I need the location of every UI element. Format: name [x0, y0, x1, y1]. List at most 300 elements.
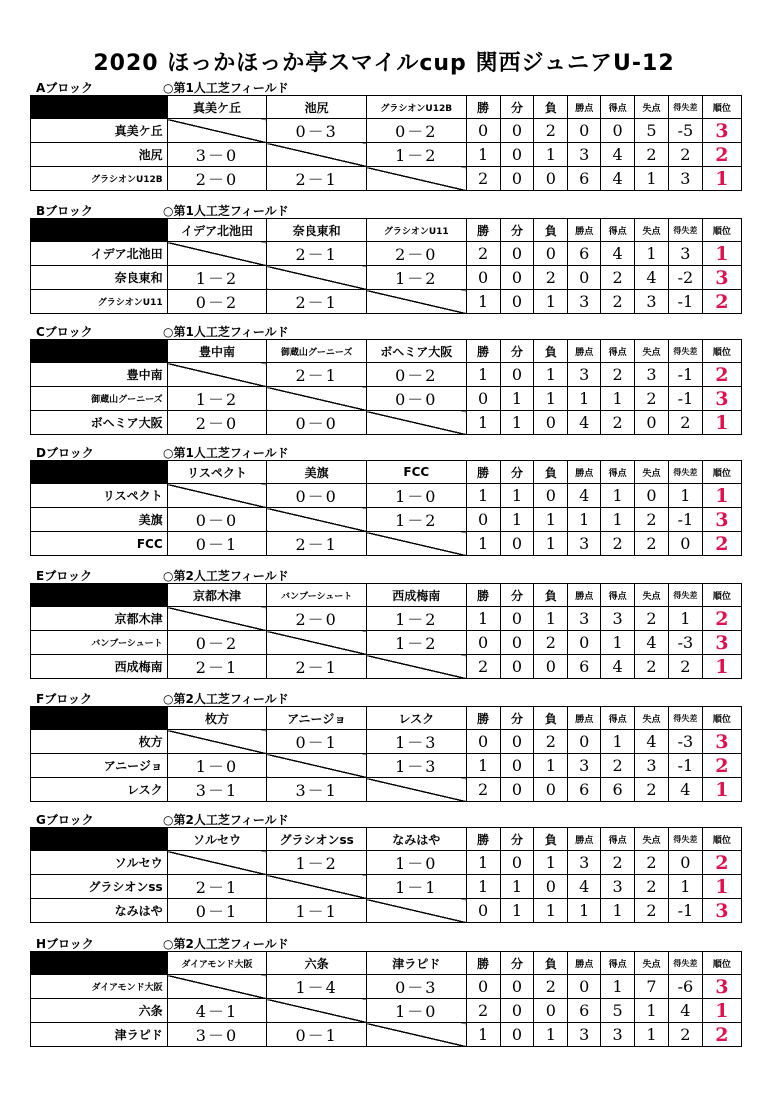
match-score: 1－2 [366, 266, 466, 290]
stat-value: 2 [466, 778, 500, 802]
stat-header: 勝 [466, 828, 500, 851]
stat-value: 3 [601, 1023, 635, 1047]
match-score: 0－0 [366, 387, 466, 411]
stat-value: 2 [466, 655, 500, 679]
match-score: 1－1 [267, 899, 367, 923]
stat-value: 3 [568, 1023, 601, 1047]
stat-value: 2 [668, 655, 702, 679]
opponent-header: グラシオンss [267, 828, 367, 851]
stat-header: 勝 [466, 219, 500, 242]
stat-value: 1 [668, 607, 702, 631]
stat-header: 勝点 [568, 340, 601, 363]
self-match-cell [167, 975, 267, 999]
rank-value: 3 [702, 508, 741, 532]
rank-value: 1 [702, 875, 741, 899]
block-field: ○第2人工芝フィールド [163, 813, 289, 827]
stat-header: 分 [500, 340, 534, 363]
opponent-header: ソルセウ [167, 828, 267, 851]
stat-value: 0 [534, 484, 568, 508]
stat-value: 0 [466, 899, 500, 923]
stat-value: 1 [500, 484, 534, 508]
block-field: ○第1人工芝フィールド [163, 204, 289, 218]
stat-header: 負 [534, 707, 568, 730]
stat-value: 1 [601, 387, 635, 411]
rank-value: 2 [702, 290, 741, 314]
rank-value: 1 [702, 411, 741, 435]
rank-value: 2 [702, 607, 741, 631]
block-3 [30, 323, 742, 435]
stat-value: 2 [635, 387, 669, 411]
stat-header: 失点 [635, 461, 669, 484]
stat-value: 1 [534, 607, 568, 631]
stat-header: 順位 [702, 461, 741, 484]
stat-value: 1 [466, 290, 500, 314]
opponent-header: 西成梅南 [366, 584, 466, 607]
match-score: 0－2 [167, 290, 267, 314]
rank-value: 1 [702, 999, 741, 1023]
opponent-header: 豊中南 [167, 340, 267, 363]
stat-value: 1 [601, 730, 635, 754]
stat-value: 3 [568, 851, 601, 875]
opponent-header: ダイアモンド大阪 [167, 952, 267, 975]
match-score: 3－0 [167, 143, 267, 167]
team-name: リスペクト [31, 484, 168, 508]
stat-header: 失点 [635, 952, 669, 975]
stat-value: 1 [601, 975, 635, 999]
self-match-cell [167, 730, 267, 754]
team-name: 美旗 [31, 508, 168, 532]
header-row [31, 828, 742, 851]
opponent-header: グラシオンU11 [366, 219, 466, 242]
match-score: 2－1 [267, 242, 367, 266]
stat-value: 2 [635, 778, 669, 802]
stat-value: 0 [500, 975, 534, 999]
table-row [31, 1023, 742, 1047]
match-score: 0－1 [267, 1023, 367, 1047]
self-match-cell [267, 631, 367, 655]
team-name: ソルセウ [31, 851, 168, 875]
stat-value: 0 [500, 655, 534, 679]
stat-value: 1 [601, 631, 635, 655]
stat-header: 勝 [466, 96, 500, 119]
match-score: 0－0 [267, 411, 367, 435]
block-6 [30, 690, 742, 802]
stat-header: 分 [500, 952, 534, 975]
stat-value: 1 [635, 167, 669, 191]
match-score: 2－1 [167, 655, 267, 679]
stat-header: 得失差 [668, 219, 702, 242]
stat-header: 勝 [466, 584, 500, 607]
stat-header: 順位 [702, 828, 741, 851]
stat-header: 勝点 [568, 461, 601, 484]
opponent-header: アニージョ [267, 707, 367, 730]
stat-value: 4 [635, 631, 669, 655]
match-score: 1－2 [167, 266, 267, 290]
stat-value: 1 [568, 899, 601, 923]
stat-header: 勝点 [568, 952, 601, 975]
stat-value: 3 [568, 143, 601, 167]
stat-header: 失点 [635, 584, 669, 607]
match-score: 1－2 [366, 143, 466, 167]
block-header [30, 690, 742, 706]
opponent-header: FCC [366, 461, 466, 484]
stat-value: 2 [635, 607, 669, 631]
stat-header: 得点 [601, 584, 635, 607]
block-name: Cブロック [36, 325, 93, 339]
rank-value: 3 [702, 119, 741, 143]
stat-value: 1 [601, 484, 635, 508]
stat-value: 5 [635, 119, 669, 143]
match-score: 0－0 [167, 508, 267, 532]
block-4 [30, 444, 742, 556]
stat-value: 0 [534, 242, 568, 266]
corner-cell [31, 340, 168, 363]
stat-header: 得失差 [668, 461, 702, 484]
self-match-cell [366, 167, 466, 191]
match-score: 2－1 [167, 875, 267, 899]
stat-value: 0 [500, 730, 534, 754]
self-match-cell [267, 387, 367, 411]
stat-header: 得点 [601, 461, 635, 484]
block-header [30, 444, 742, 460]
stat-header: 負 [534, 828, 568, 851]
stat-value: 0 [466, 387, 500, 411]
stat-value: 4 [601, 143, 635, 167]
stat-value: 0 [635, 484, 669, 508]
rank-value: 2 [702, 363, 741, 387]
block-name: Fブロック [36, 692, 92, 706]
block-8 [30, 935, 742, 1047]
self-match-cell [267, 999, 367, 1023]
standings-table [30, 951, 742, 1047]
rank-value: 3 [702, 266, 741, 290]
block-header [30, 202, 742, 218]
stat-value: 2 [601, 411, 635, 435]
match-score: 1－2 [366, 631, 466, 655]
block-header [30, 567, 742, 583]
stat-header: 分 [500, 96, 534, 119]
opponent-header: 美旗 [267, 461, 367, 484]
stat-value: 2 [635, 875, 669, 899]
stat-value: 1 [635, 242, 669, 266]
stat-value: 1 [534, 143, 568, 167]
stat-value: 1 [534, 363, 568, 387]
stat-header: 順位 [702, 96, 741, 119]
stat-value: 6 [568, 999, 601, 1023]
team-name: 津ラピド [31, 1023, 168, 1047]
table-row [31, 363, 742, 387]
match-score: 0－2 [167, 631, 267, 655]
stat-value: -6 [668, 975, 702, 999]
stat-value: 3 [568, 607, 601, 631]
stat-value: 0 [500, 1023, 534, 1047]
stat-value: 0 [466, 730, 500, 754]
match-score: 3－1 [167, 778, 267, 802]
standings-table [30, 706, 742, 802]
stat-value: 2 [466, 167, 500, 191]
block-header [30, 811, 742, 827]
header-row [31, 461, 742, 484]
stat-value: 0 [466, 266, 500, 290]
match-score: 1－0 [366, 851, 466, 875]
self-match-cell [267, 143, 367, 167]
rank-value: 2 [702, 532, 741, 556]
stat-value: 3 [601, 875, 635, 899]
self-match-cell [167, 242, 267, 266]
match-score: 2－0 [366, 242, 466, 266]
stat-value: -1 [668, 290, 702, 314]
stat-value: 0 [466, 508, 500, 532]
stat-value: 1 [534, 387, 568, 411]
opponent-header: レスク [366, 707, 466, 730]
rank-value: 3 [702, 730, 741, 754]
block-header [30, 79, 742, 95]
block-field: ○第2人工芝フィールド [163, 569, 289, 583]
stat-value: 1 [668, 484, 702, 508]
stat-value: 6 [568, 167, 601, 191]
stat-value: 3 [568, 532, 601, 556]
stat-header: 勝点 [568, 584, 601, 607]
self-match-cell [167, 484, 267, 508]
stat-value: 1 [534, 1023, 568, 1047]
block-name: Dブロック [36, 446, 94, 460]
stat-header: 失点 [635, 828, 669, 851]
match-score: 0－3 [267, 119, 367, 143]
block-5 [30, 567, 742, 679]
table-row [31, 631, 742, 655]
self-match-cell [167, 119, 267, 143]
stat-header: 失点 [635, 219, 669, 242]
stat-value: 2 [601, 754, 635, 778]
block-name: Eブロック [36, 569, 92, 583]
stat-value: 1 [534, 851, 568, 875]
self-match-cell [366, 655, 466, 679]
table-row [31, 607, 742, 631]
stat-value: 1 [500, 411, 534, 435]
stat-value: 1 [466, 1023, 500, 1047]
stat-header: 順位 [702, 707, 741, 730]
stat-value: 1 [601, 899, 635, 923]
stat-value: 6 [568, 242, 601, 266]
table-row [31, 266, 742, 290]
table-row [31, 655, 742, 679]
stat-value: 3 [568, 290, 601, 314]
stat-header: 勝 [466, 707, 500, 730]
stat-value: 0 [466, 631, 500, 655]
team-name: 豊中南 [31, 363, 168, 387]
stat-value: 2 [466, 242, 500, 266]
stat-value: 0 [500, 851, 534, 875]
stat-header: 得失差 [668, 340, 702, 363]
match-score: 0－3 [366, 975, 466, 999]
stat-header: 負 [534, 461, 568, 484]
stat-value: 0 [568, 730, 601, 754]
match-score: 1－3 [366, 730, 466, 754]
stat-value: 1 [500, 875, 534, 899]
self-match-cell [366, 899, 466, 923]
stat-value: 0 [500, 778, 534, 802]
stat-value: 6 [568, 778, 601, 802]
stat-value: 3 [668, 242, 702, 266]
stat-header: 得点 [601, 96, 635, 119]
header-row [31, 952, 742, 975]
stat-value: 0 [500, 532, 534, 556]
corner-cell [31, 828, 168, 851]
team-name: グラシオンss [31, 875, 168, 899]
self-match-cell [167, 363, 267, 387]
rank-value: 2 [702, 754, 741, 778]
rank-value: 2 [702, 143, 741, 167]
stat-value: -3 [668, 631, 702, 655]
stat-value: 1 [500, 508, 534, 532]
stat-header: 順位 [702, 952, 741, 975]
match-score: 1－2 [366, 508, 466, 532]
stat-value: 3 [668, 167, 702, 191]
stat-value: 2 [534, 730, 568, 754]
stat-header: 得点 [601, 340, 635, 363]
rank-value: 3 [702, 899, 741, 923]
block-field: ○第1人工芝フィールド [163, 446, 289, 460]
table-row [31, 411, 742, 435]
stat-value: 1 [534, 532, 568, 556]
header-row [31, 96, 742, 119]
stat-value: 0 [534, 411, 568, 435]
stat-value: 7 [635, 975, 669, 999]
block-header [30, 323, 742, 339]
stat-value: 6 [601, 778, 635, 802]
stat-value: 0 [500, 999, 534, 1023]
stat-value: 1 [466, 851, 500, 875]
stat-value: 1 [635, 1023, 669, 1047]
stat-value: 0 [601, 119, 635, 143]
match-score: 1－2 [167, 387, 267, 411]
opponent-header: グラシオンU12B [366, 96, 466, 119]
table-row [31, 532, 742, 556]
block-7 [30, 811, 742, 923]
stat-value: -5 [668, 119, 702, 143]
stat-value: 2 [534, 119, 568, 143]
team-name: 奈良東和 [31, 266, 168, 290]
stat-value: 1 [635, 999, 669, 1023]
stat-header: 負 [534, 952, 568, 975]
rank-value: 2 [702, 1023, 741, 1047]
rank-value: 1 [702, 484, 741, 508]
opponent-header: 奈良東和 [267, 219, 367, 242]
self-match-cell [366, 778, 466, 802]
stat-value: 2 [601, 851, 635, 875]
team-name: 枚方 [31, 730, 168, 754]
team-name: 西成梅南 [31, 655, 168, 679]
match-score: 2－1 [267, 363, 367, 387]
stat-header: 得点 [601, 828, 635, 851]
corner-cell [31, 952, 168, 975]
stat-value: -1 [668, 899, 702, 923]
page-title: 2020 ほっかほっか亭スマイルcup 関西ジュニアU-12 [93, 51, 675, 76]
stat-header: 勝点 [568, 219, 601, 242]
opponent-header: なみはや [366, 828, 466, 851]
stat-value: 1 [466, 143, 500, 167]
stat-header: 分 [500, 707, 534, 730]
stat-value: 2 [635, 851, 669, 875]
stat-value: 0 [500, 167, 534, 191]
stat-value: 1 [568, 387, 601, 411]
stat-value: 4 [601, 655, 635, 679]
opponent-header: リスペクト [167, 461, 267, 484]
stat-header: 負 [534, 584, 568, 607]
team-name: 御蔵山グーニーズ [31, 387, 168, 411]
stat-value: 2 [466, 999, 500, 1023]
self-match-cell [366, 411, 466, 435]
stat-value: 4 [668, 999, 702, 1023]
team-name: バンブーシュート [31, 631, 168, 655]
stat-value: 0 [568, 631, 601, 655]
stat-header: 勝 [466, 340, 500, 363]
stat-value: -1 [668, 363, 702, 387]
stat-header: 負 [534, 96, 568, 119]
stat-value: 2 [601, 266, 635, 290]
rank-value: 1 [702, 655, 741, 679]
team-name: 六条 [31, 999, 168, 1023]
opponent-header: 枚方 [167, 707, 267, 730]
header-row [31, 707, 742, 730]
stat-value: 0 [534, 778, 568, 802]
stat-header: 得失差 [668, 96, 702, 119]
team-name: 真美ケ丘 [31, 119, 168, 143]
match-score: 2－1 [267, 290, 367, 314]
stat-header: 勝点 [568, 96, 601, 119]
stat-value: 1 [466, 875, 500, 899]
team-name: なみはや [31, 899, 168, 923]
self-match-cell [267, 508, 367, 532]
stat-header: 分 [500, 219, 534, 242]
stat-value: 1 [534, 290, 568, 314]
corner-cell [31, 219, 168, 242]
stat-value: 1 [466, 532, 500, 556]
team-name: グラシオンU11 [31, 290, 168, 314]
stat-value: 1 [466, 484, 500, 508]
stat-value: 1 [534, 508, 568, 532]
team-name: イデア北池田 [31, 242, 168, 266]
self-match-cell [366, 532, 466, 556]
table-row [31, 778, 742, 802]
stat-value: 0 [500, 242, 534, 266]
stat-value: 4 [568, 411, 601, 435]
opponent-header: 真美ケ丘 [167, 96, 267, 119]
stat-value: 2 [635, 143, 669, 167]
self-match-cell [267, 754, 367, 778]
stat-header: 得点 [601, 952, 635, 975]
self-match-cell [366, 290, 466, 314]
stat-header: 失点 [635, 96, 669, 119]
opponent-header: ボヘミア大阪 [366, 340, 466, 363]
stat-value: -1 [668, 387, 702, 411]
stat-value: 3 [568, 363, 601, 387]
stat-value: 4 [601, 167, 635, 191]
stat-value: 0 [500, 119, 534, 143]
match-score: 1－0 [366, 999, 466, 1023]
table-row [31, 143, 742, 167]
stat-value: 2 [601, 290, 635, 314]
table-row [31, 508, 742, 532]
stat-value: 4 [568, 875, 601, 899]
standings-table [30, 827, 742, 923]
stat-value: 1 [466, 754, 500, 778]
match-score: 0－1 [167, 532, 267, 556]
block-field: ○第1人工芝フィールド [163, 325, 289, 339]
stat-header: 勝点 [568, 828, 601, 851]
opponent-header: 京都木津 [167, 584, 267, 607]
stat-value: 6 [568, 655, 601, 679]
